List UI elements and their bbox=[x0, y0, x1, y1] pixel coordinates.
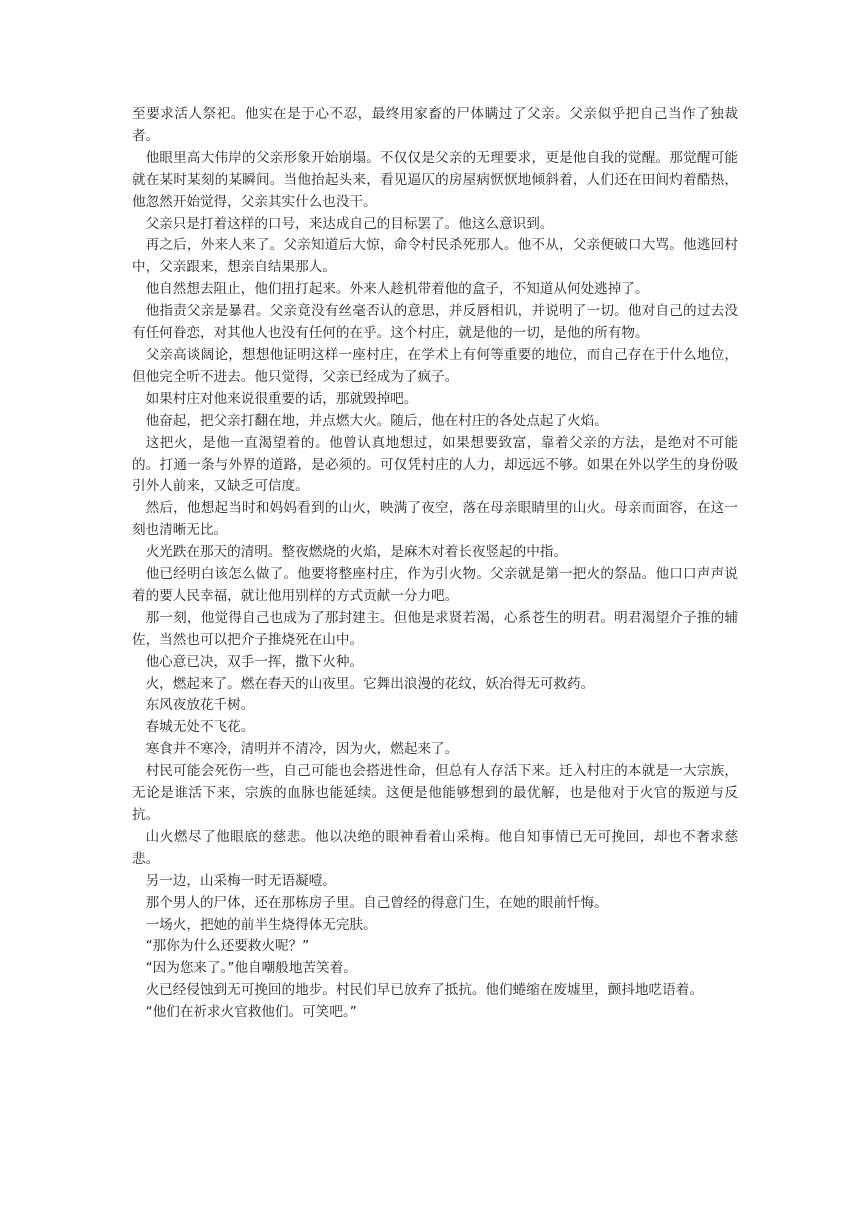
paragraph: 他奋起，把父亲打翻在地，并点燃大火。随后，他在村庄的各处点起了火焰。 bbox=[145, 412, 608, 429]
paragraph: 火光跌在那天的清明。整夜燃烧的火焰，是麻木对着长夜竖起的中指。 bbox=[145, 544, 567, 561]
paragraph: 他心意已决，双手一挥，撒下火种。 bbox=[145, 653, 364, 670]
paragraph: 再之后，外来人来了。父亲知道后大惊，命令村民杀死那人。他不从，父亲便破口大骂。他逃回村中，父亲跟来，想亲自结果那人。 bbox=[132, 237, 738, 276]
paragraph: 然后，他想起当时和妈妈看到的山火，映满了夜空，落在母亲眼睛里的山火。母亲而面容，在这一刻也清晰无比。 bbox=[132, 500, 738, 539]
paragraph: 村民可能会死伤一些，自己可能也会搭进性命，但总有人存活下来。迁入村庄的本就是一大宗族，无论是谁活下来，宗族的血脉也能延续。这便是他能够想到的最优解，也是他对于火官的叛逆与反抗。 bbox=[132, 763, 738, 823]
paragraph: 山火燃尽了他眼底的慈悲。他以决绝的眼神看着山采梅。他自知事情已无可挽回，却也不奢求慈悲。 bbox=[132, 828, 738, 867]
paragraph: “那你为什么还要救火呢？” bbox=[145, 938, 310, 955]
paragraph: 火已经侵蚀到无可挽回的地步。村民们早已放弃了抵抗。他们蜷缩在废墟里，颤抖地呓语着。 bbox=[145, 982, 703, 999]
story-text bbox=[132, 104, 738, 1024]
paragraph: 他自然想去阻止，他们扭打起来。外来人趁机带着他的盒子，不知道从何处逃掉了。 bbox=[145, 281, 649, 298]
paragraph: 他已经明白该怎么做了。他要将整座村庄，作为引火物。父亲就是第一把火的祭品。他口口声声说着的要人民幸福，就让他用别样的方式贡献一分力吧。 bbox=[132, 566, 738, 604]
paragraph: “因为您来了。”他自嘲般地苦笑着。 bbox=[145, 960, 357, 977]
paragraph: 寒食并不寒冷，清明并不清冷，因为火，燃起来了。 bbox=[145, 741, 459, 758]
paragraph: 父亲高谈阔论，想想他证明这样一座村庄，在学术上有何等重要的地位，而自己存在于什么地位，但他完全听不进去。他只觉得，父亲已经成为了疯子。 bbox=[132, 346, 738, 385]
paragraph: 如果村庄对他来说很重要的话，那就毁掉吧。 bbox=[145, 390, 418, 407]
paragraph: 那一刻，他觉得自己也成为了那封建主。但他是求贤若渴，心系苍生的明君。明君渴望介子推的辅佐，当然也可以把介子推烧死在山中。 bbox=[132, 609, 738, 648]
paragraph: 东风夜放花千树。 bbox=[145, 697, 255, 714]
paragraph: 他指责父亲是暴君。父亲竟没有丝毫否认的意思，并反唇相讥，并说明了一切。他对自己的过去没有任何眷恋，对其他人也没有任何的在乎。这个村庄，就是他的一切，是他的所有物。 bbox=[132, 303, 738, 342]
paragraph: “他们在祈求火官救他们。可笑吧。” bbox=[145, 1004, 357, 1021]
paragraph: 这把火，是他一直渴望着的。他曾认真地想过，如果想要致富，靠着父亲的方法，是绝对不可能的。打通一条与外界的道路，是必须的。可仅凭村庄的人力，却远远不够。如果在外以学生的身份吸引外人前来，又缺乏可信度。 bbox=[132, 434, 738, 495]
paragraph: 父亲只是打着这样的口号，来达成自己的目标罢了。他这么意识到。 bbox=[145, 215, 554, 232]
paragraph: 他眼里高大伟岸的父亲形象开始崩塌。不仅仅是父亲的无理要求，更是他自我的觉醒。那觉醒可能就在某时某刻的某瞬间。当他抬起头来，看见逼仄的房屋病恹恹地倾斜着，人们还在田间灼着酷热，他忽然开始觉得，父亲其实什么也没干。 bbox=[132, 149, 738, 210]
paragraph: 一场火，把她的前半生烧得体无完肤。 bbox=[145, 916, 377, 933]
paragraph: 另一边，山采梅一时无语凝噎。 bbox=[145, 872, 336, 889]
paragraph: 火，燃起来了。燃在春天的山夜里。它舞出浪漫的花纹，妖冶得无可救药。 bbox=[145, 675, 595, 692]
paragraph: 那个男人的尸体，还在那栋房子里。自己曾经的得意门生，在她的眼前忏悔。 bbox=[145, 894, 608, 911]
paragraph: 春城无处不飞花。 bbox=[145, 719, 255, 736]
paragraph: 至要求活人祭祀。他实在是于心不忍，最终用家畜的尸体瞒过了父亲。父亲似乎把自己当作了独裁者。 bbox=[132, 106, 738, 144]
